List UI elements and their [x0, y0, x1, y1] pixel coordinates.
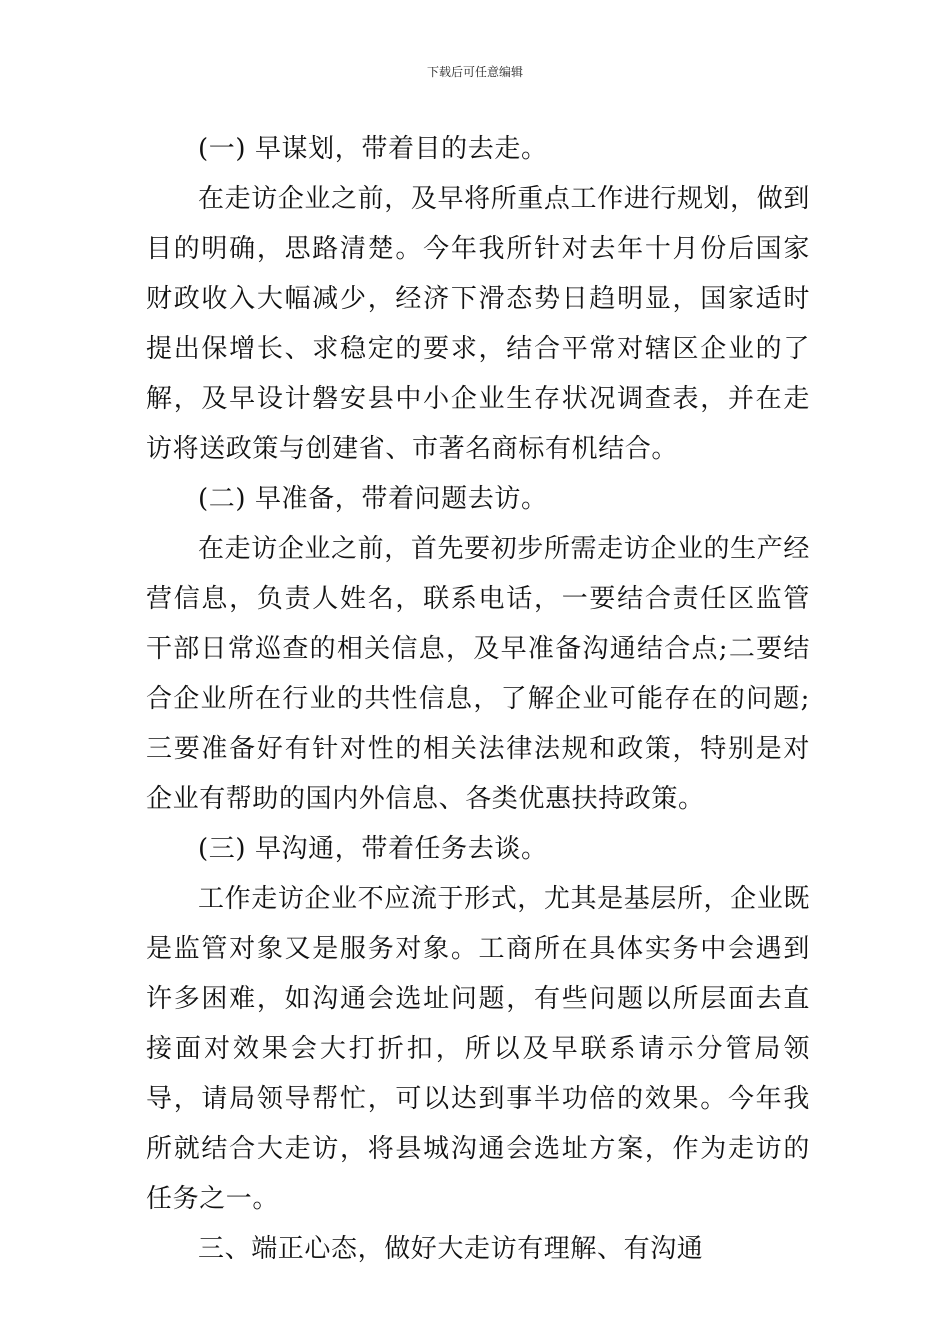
- paragraph-section-3-body: 工作走访企业不应流于形式，尤其是基层所，企业既是监管对象又是服务对象。工商所在具体实务中会遇到许多困难，如沟通会选址问题，有些问题以所层面去直接面对效果会大打折扣，所以及早联系请示分管局领导，请局领导帮忙，可以达到事半功倍的效果。今年我所就结合大走访，将县城沟通会选址方案，作为走访的任务之一。: [146, 884, 810, 1214]
- paragraph-section-2-body: 在走访企业之前，首先要初步所需走访企业的生产经营信息，负责人姓名，联系电话，一要结合责任区监管干部日常巡查的相关信息，及早准备沟通结合点;二要结合企业所在行业的共性信息，了解企业可能存在的问题;三要准备好有针对性的相关法律法规和政策，特别是对企业有帮助的国内外信息、各类优惠扶持政策。: [146, 534, 810, 814]
- paragraph-section-1-body: 在走访企业之前，及早将所重点工作进行规划，做到目的明确，思路清楚。今年我所针对去年十月份后国家财政收入大幅减少，经济下滑态势日趋明显，国家适时提出保增长、求稳定的要求，结合平常对辖区企业的了解，及早设计磐安县中小企业生存状况调查表，并在走访将送政策与创建省、市著名商标有机结合。: [146, 184, 810, 464]
- paragraph-section-1-heading: (一) 早谋划，带着目的去走。: [198, 134, 548, 164]
- document-body: [146, 124, 810, 1274]
- paragraph-section-2-heading: (二) 早准备，带着问题去访。: [198, 484, 548, 514]
- page-header-note: 下载后可任意编辑: [426, 65, 523, 79]
- paragraph-chapter-3-heading: 三、端正心态，做好大走访有理解、有沟通: [198, 1234, 704, 1264]
- paragraph-section-3-heading: (三) 早沟通，带着任务去谈。: [198, 834, 548, 864]
